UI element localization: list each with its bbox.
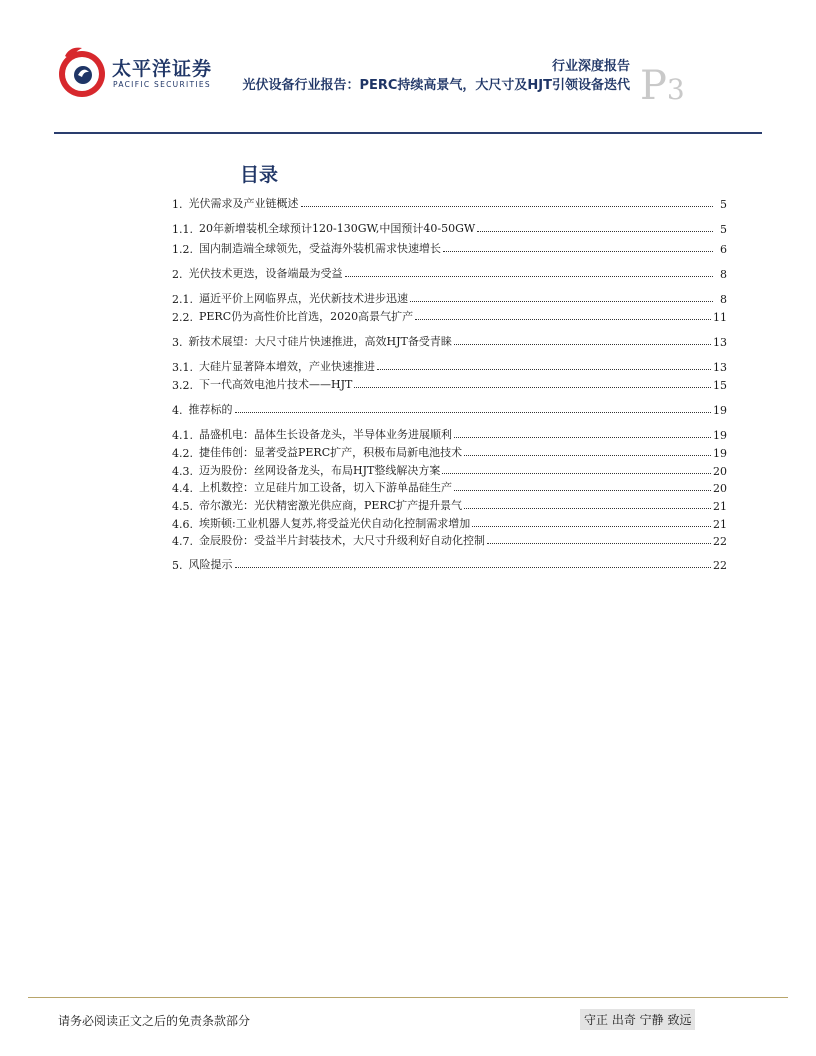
toc-entry-number: 4.5. xyxy=(172,500,193,513)
toc-entry-title: 下一代高效电池片技术——HJT xyxy=(199,378,353,391)
report-type-label: 行业深度报告 xyxy=(551,59,630,74)
toc-entry-number: 4.4. xyxy=(172,482,193,495)
toc-dot-leader xyxy=(454,437,711,438)
toc-heading: 目录 xyxy=(240,164,279,186)
toc-entry[interactable] xyxy=(172,442,727,460)
toc-entry-page: 6 xyxy=(720,243,727,256)
toc-entry-page: 5 xyxy=(720,198,727,211)
toc-entry-title: 帝尔激光：光伏精密激光供应商，PERC扩产提升景气 xyxy=(199,499,463,512)
toc-entry-number: 2. xyxy=(172,268,183,281)
toc-entry-title: 风险提示 xyxy=(188,558,233,571)
toc-entry-number: 4.1. xyxy=(172,429,193,442)
toc-entry[interactable] xyxy=(172,424,727,442)
toc-entry-number: 1.1. xyxy=(172,223,193,236)
logo-chinese-name: 太平洋证券 xyxy=(112,58,213,80)
toc-entry-title: 迈为股份：丝网设备龙头，布局HJT整线解决方案 xyxy=(199,464,441,477)
toc-dot-leader xyxy=(415,319,711,320)
toc-entry[interactable] xyxy=(172,306,727,324)
toc-entry-number: 3.1. xyxy=(172,361,193,374)
toc-entry-title: PERC仍为高性价比首选，2020高景气扩产 xyxy=(199,310,414,323)
toc-entry-page: 15 xyxy=(713,379,727,392)
toc-entry-title: 金辰股份：受益半片封装技术，大尺寸升级利好自动化控制 xyxy=(199,534,485,547)
toc-dot-leader xyxy=(472,526,711,527)
toc-entry-title: 光伏技术更迭，设备端最为受益 xyxy=(188,267,343,280)
toc-entry[interactable] xyxy=(172,288,727,306)
toc-entry-page: 5 xyxy=(720,223,727,236)
toc-entry-number: 4.7. xyxy=(172,535,193,548)
toc-entry-title: 推荐标的 xyxy=(188,403,233,416)
toc-entry[interactable] xyxy=(172,193,727,211)
toc-entry[interactable] xyxy=(172,356,727,374)
toc-entry-title: 逼近平价上网临界点，光伏新技术进步迅速 xyxy=(199,292,408,305)
toc-dot-leader xyxy=(410,301,713,302)
toc-dot-leader xyxy=(235,412,712,413)
toc-entry-title: 光伏需求及产业链概述 xyxy=(188,197,299,210)
toc-entry-number: 1.2. xyxy=(172,243,193,256)
page-prefix: P xyxy=(640,63,667,109)
toc-dot-leader xyxy=(235,567,712,568)
toc-entry-number: 2.2. xyxy=(172,311,193,324)
toc-entry-page: 22 xyxy=(713,535,727,548)
toc-entry-page: 21 xyxy=(713,518,727,531)
toc-entry-title: 新技术展望：大尺寸硅片快速推进，高效HJT备受青睐 xyxy=(188,335,452,348)
toc-entry-page: 8 xyxy=(720,268,727,281)
toc-entry-page: 19 xyxy=(713,404,727,417)
report-title: 光伏设备行业报告：PERC持续高景气，大尺寸及HJT引领设备迭代 xyxy=(242,78,630,93)
toc-entry[interactable] xyxy=(172,477,727,495)
toc-entry-title: 国内制造端全球领先，受益海外装机需求快速增长 xyxy=(199,242,441,255)
logo-english-name: PACIFIC SECURITIES xyxy=(113,80,211,89)
toc-dot-leader xyxy=(487,543,711,544)
toc-entry-page: 19 xyxy=(713,429,727,442)
toc-entry[interactable] xyxy=(172,513,727,531)
toc-entry-page: 21 xyxy=(713,500,727,513)
toc-entry-number: 4. xyxy=(172,404,183,417)
toc-dot-leader xyxy=(464,508,711,509)
toc-entry-title: 捷佳伟创：显著受益PERC扩产，积极布局新电池技术 xyxy=(199,446,463,459)
toc-entry-number: 4.3. xyxy=(172,465,193,478)
toc-entry-title: 大硅片显著降本增效，产业快速推进 xyxy=(199,360,375,373)
toc-entry[interactable] xyxy=(172,460,727,478)
toc-entry-number: 4.2. xyxy=(172,447,193,460)
toc-entry-title: 埃斯顿:工业机器人复苏,将受益光伏自动化控制需求增加 xyxy=(199,517,471,530)
toc-entry[interactable] xyxy=(172,495,727,513)
toc-entry-page: 13 xyxy=(713,336,727,349)
pacific-logo-icon xyxy=(56,44,108,100)
footer-disclaimer: 请务必阅读正文之后的免责条款部分 xyxy=(58,1014,251,1028)
toc-entry-number: 2.1. xyxy=(172,293,193,306)
company-logo xyxy=(56,44,216,100)
toc-dot-leader xyxy=(464,455,711,456)
toc-dot-leader xyxy=(377,369,711,370)
toc-entry-title: 20年新增装机全球预计120-130GW,中国预计40-50GW xyxy=(199,222,476,235)
footer-divider xyxy=(28,997,788,998)
toc-dot-leader xyxy=(345,276,714,277)
toc-dot-leader xyxy=(477,231,713,232)
toc-entry-number: 3.2. xyxy=(172,379,193,392)
toc-entry-page: 11 xyxy=(713,311,727,324)
toc-dot-leader xyxy=(301,206,714,207)
page-number-mark xyxy=(640,63,685,109)
toc-entry[interactable] xyxy=(172,331,727,349)
toc-dot-leader xyxy=(354,387,711,388)
page-number: 3 xyxy=(666,73,685,106)
toc-dot-leader xyxy=(454,344,711,345)
footer-motto: 守正 出奇 宁静 致远 xyxy=(580,1009,695,1030)
toc-entry[interactable] xyxy=(172,554,727,572)
page-header xyxy=(0,0,816,140)
toc-entry-title: 晶盛机电：晶体生长设备龙头，半导体业务进展顺利 xyxy=(199,428,452,441)
toc-entry[interactable] xyxy=(172,374,727,392)
toc-entry-page: 22 xyxy=(713,559,727,572)
toc-entry-page: 13 xyxy=(713,361,727,374)
toc-entry-page: 19 xyxy=(713,447,727,460)
toc-entry[interactable] xyxy=(172,218,727,236)
toc-entry-number: 3. xyxy=(172,336,183,349)
toc-entry-page: 8 xyxy=(720,293,727,306)
toc-entry-number: 4.6. xyxy=(172,518,193,531)
toc-entry-title: 上机数控：立足硅片加工设备，切入下游单晶硅生产 xyxy=(199,481,452,494)
toc-dot-leader xyxy=(442,473,711,474)
toc-dot-leader xyxy=(454,490,711,491)
toc-entry[interactable] xyxy=(172,399,727,417)
header-divider xyxy=(54,132,762,134)
toc-entry[interactable] xyxy=(172,263,727,281)
toc-entry-number: 5. xyxy=(172,559,183,572)
toc-entry[interactable] xyxy=(172,530,727,548)
toc-entry-page: 20 xyxy=(713,465,727,478)
toc-entry[interactable] xyxy=(172,238,727,256)
toc-entry-number: 1. xyxy=(172,198,183,211)
toc-entry-page: 20 xyxy=(713,482,727,495)
toc-dot-leader xyxy=(443,251,713,252)
